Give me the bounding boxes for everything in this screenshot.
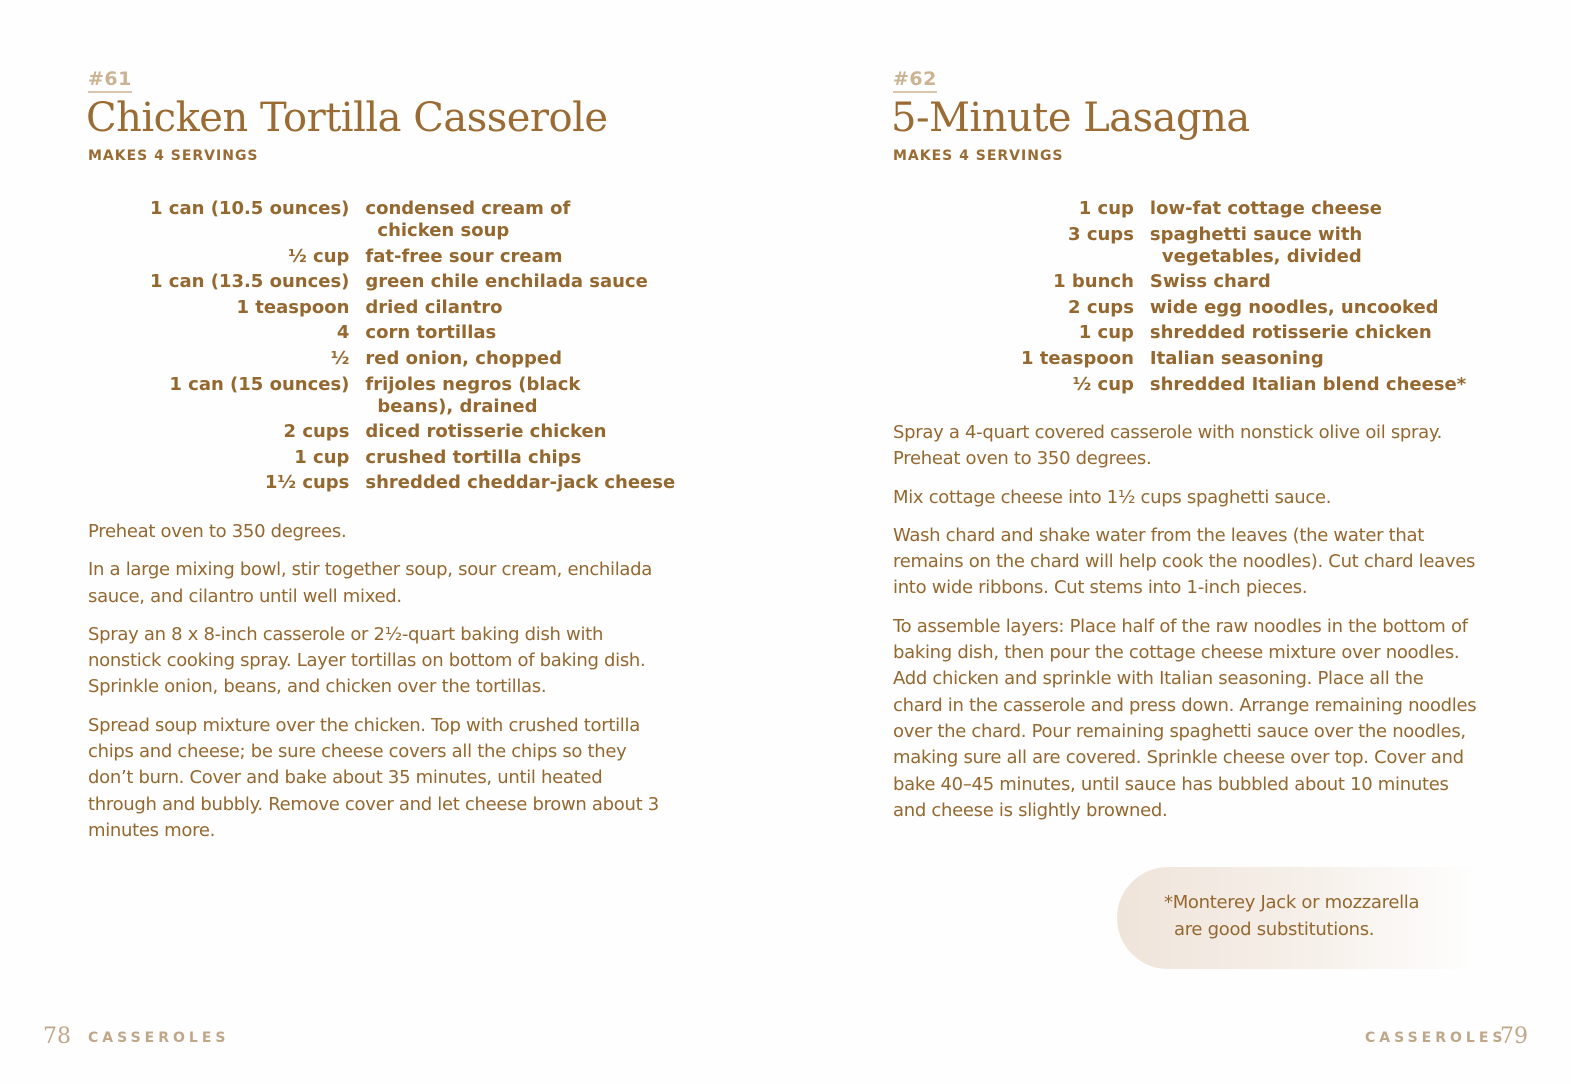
ingredient-item-text: frijoles negros (black [365, 373, 581, 395]
servings-label: MAKES 4 SERVINGS [893, 148, 1064, 164]
ingredient-row [1021, 348, 1481, 374]
ingredient-qty: 1½ cups [264, 472, 350, 494]
ingredient-item: Swiss chard [1149, 271, 1271, 293]
note-line-1: *Monterey Jack or mozzarella [1164, 892, 1420, 913]
ingredient-row [1021, 322, 1481, 348]
instruction-step: Spray a 4-quart covered casserole with nonstick olive oil spray. Preheat oven to 350 degrees. [893, 422, 1443, 470]
ingredient-item [1150, 224, 1481, 272]
ingredient-qty: 1 can (13.5 ounces) [150, 271, 350, 293]
ingredient-qty: 1 cup [1078, 322, 1134, 344]
instructions [88, 519, 660, 856]
ingredient-item [365, 374, 675, 422]
ingredients-table [1021, 198, 1481, 399]
recipe-title: 5-Minute Lasagna [891, 95, 1250, 141]
ingredient-row [150, 246, 675, 272]
ingredient-item-text: condensed cream of [365, 198, 571, 219]
ingredient-row [150, 297, 675, 323]
ingredient-row [150, 348, 675, 374]
ingredient-row [150, 271, 675, 297]
ingredient-row [150, 374, 675, 422]
instruction-step: To assemble layers: Place half of the raw noodles in the bottom of baking dish, then pour the cottage cheese mixture over noodles. Add chicken and sprinkle with Italian seasoning. Place all the chard in the casserole and press down. Arrange remaining noodles over the chard. Pour remaining spaghetti sauce over the noodles, making sure all are covered. Sprinkle cheese over top. Cover and bake 40–45 minutes, until sauce has bubbled about 10 minutes and cheese is slightly browned. [893, 615, 1477, 821]
substitution-note [1117, 867, 1477, 969]
ingredient-qty: 2 cups [1068, 296, 1134, 318]
ingredient-item: shredded cheddar-jack cheese [365, 472, 676, 494]
recipe-number: #61 [88, 68, 132, 93]
ingredient-qty: ½ [330, 347, 350, 369]
ingredient-item-continued: beans), drained [377, 395, 538, 417]
instruction-step: Spray an 8 x 8-inch casserole or 2½-quart baking dish with nonstick cooking spray. Layer tortillas on bottom of baking dish. Sprinkle onion, beans, and chicken over the tortillas. [88, 623, 646, 698]
ingredient-row [150, 421, 675, 447]
ingredient-qty: 3 cups [1068, 223, 1134, 245]
ingredient-row [150, 322, 675, 348]
note-line-2: are good substitutions. [1174, 919, 1375, 940]
ingredient-item: red onion, chopped [365, 347, 562, 369]
ingredient-qty: 2 cups [283, 421, 350, 443]
ingredient-item: diced rotisserie chicken [365, 421, 607, 443]
ingredient-row [150, 472, 675, 498]
ingredient-qty: ½ cup [1072, 373, 1134, 395]
ingredient-item: shredded Italian blend cheese* [1149, 373, 1467, 395]
instruction-step: Preheat oven to 350 degrees. [88, 521, 347, 542]
ingredient-row [1021, 224, 1481, 272]
ingredient-qty: 1 can (15 ounces) [169, 373, 350, 395]
instruction-step: In a large mixing bowl, stir together soup, sour cream, enchilada sauce, and cilantro until well mixed. [88, 559, 653, 607]
ingredient-qty: 4 [336, 322, 350, 344]
ingredient-row [1021, 297, 1481, 323]
right-page [786, 0, 1571, 1084]
ingredient-item: wide egg noodles, uncooked [1149, 296, 1439, 318]
recipe-title: Chicken Tortilla Casserole [86, 95, 608, 141]
ingredients-table [150, 198, 675, 498]
ingredient-qty: 1 cup [1078, 198, 1134, 219]
left-page [0, 0, 785, 1084]
instruction-step: Wash chard and shake water from the leaves (the water that remains on the chard will help cook the noodles). Cut chard leaves into wide ribbons. Cut stems into 1-inch pieces. [893, 524, 1476, 599]
ingredient-item: corn tortillas [365, 322, 497, 344]
ingredient-qty: 1 can (10.5 ounces) [150, 198, 350, 219]
instructions [893, 420, 1478, 836]
ingredient-row [1021, 271, 1481, 297]
note-text [1164, 889, 1419, 943]
page-number: 79 [1500, 1024, 1528, 1049]
instruction-step: Mix cottage cheese into 1½ cups spaghetti sauce. [893, 486, 1332, 508]
ingredient-item [365, 198, 675, 246]
ingredient-item: shredded rotisserie chicken [1149, 322, 1432, 344]
ingredient-qty: ½ cup [288, 245, 350, 267]
ingredient-item-text: spaghetti sauce with [1149, 223, 1363, 245]
ingredient-row [1021, 198, 1481, 224]
ingredient-item-continued: chicken soup [377, 220, 510, 241]
ingredient-row [1021, 374, 1481, 400]
servings-label: MAKES 4 SERVINGS [88, 148, 259, 164]
section-label: CASSEROLES [88, 1030, 230, 1046]
page-number: 78 [43, 1024, 71, 1049]
ingredient-row [150, 198, 675, 246]
ingredient-item: Italian seasoning [1149, 347, 1324, 369]
section-label: CASSEROLES [1365, 1030, 1507, 1046]
ingredient-item: fat-free sour cream [365, 245, 563, 267]
ingredient-qty: 1 cup [294, 446, 350, 468]
ingredient-item: low-fat cottage cheese [1149, 198, 1382, 219]
ingredient-qty: 1 teaspoon [1021, 347, 1134, 369]
ingredient-qty: 1 bunch [1053, 271, 1134, 293]
instruction-step: Spread soup mixture over the chicken. Top with crushed tortilla chips and cheese; be sure cheese covers all the chips so they don’t burn. Cover and bake about 35 minutes, until heated through and bubbly. Remove cover and let cheese brown about 3 minutes more. [88, 714, 659, 841]
ingredient-row [150, 447, 675, 473]
ingredient-item-continued: vegetables, divided [1161, 245, 1362, 267]
ingredient-item: green chile enchilada sauce [365, 271, 648, 293]
recipe-number: #62 [893, 68, 937, 93]
ingredient-qty: 1 teaspoon [236, 296, 350, 318]
ingredient-item: crushed tortilla chips [365, 446, 582, 468]
ingredient-item: dried cilantro [365, 296, 503, 318]
